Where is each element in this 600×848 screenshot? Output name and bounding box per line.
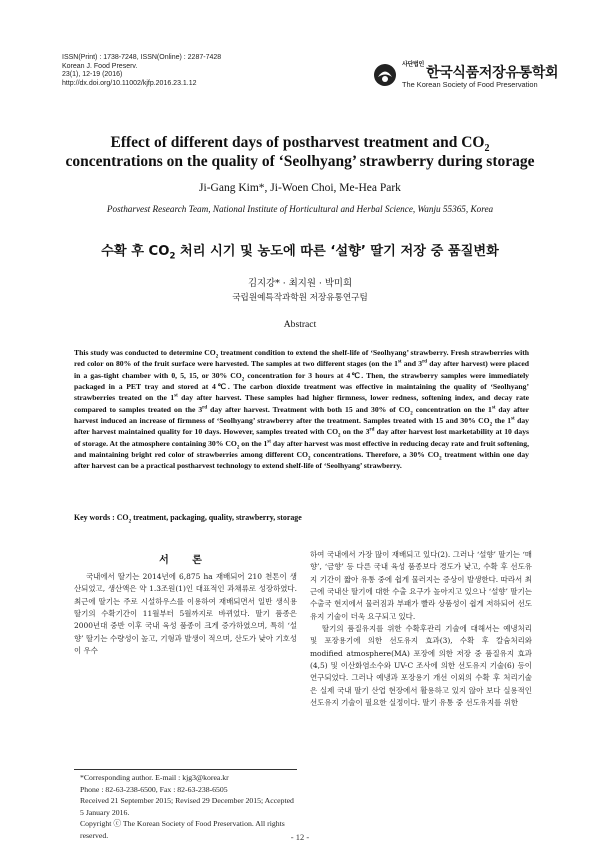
society-name-en: The Korean Society of Food Preservation — [402, 80, 538, 89]
affiliation-kr: 국립원예특작과학원 저장유통연구팀 — [232, 293, 368, 303]
society-logo — [372, 58, 559, 98]
body-column-right — [310, 549, 532, 709]
keywords — [74, 513, 534, 525]
paper-title-kr — [40, 240, 560, 262]
doi-link[interactable]: http://dx.doi.org/10.11002/kjfp.2016.23.1.12 — [62, 79, 197, 87]
title-line-2: concentrations on the quality of ‘Seolhyang’ strawberry during storage — [65, 153, 535, 170]
intro-paragraph-1: 국내에서 딸기는 2014년에 6,875 ha 재배되어 210 천톤이 생산되었고, 생산액은 약 1.3조원(1)인 대표적인 과채류로 성장하였다. 최근에 딸기는 주로 시설하우스를 이용하여 재배되면서 일반 생식용 딸기의 수확기간이 11월부터 5월까지로 바뀌었다. 딸기 품종은 2000년대 중반 이후 국내 육성 품종이 크게 증가하였으며, 특히 ‘설향’ 딸기는 수량성이 높고, 기형과 발생이 적으며, 산도가 낮아 기호성이 우수 — [74, 572, 297, 656]
section-heading-introduction: 서 론 — [159, 555, 212, 566]
journal-name: Korean J. Food Preserv. — [62, 62, 138, 70]
corresponding-author: *Corresponding author. E-mail : kjg3@korea.kr — [80, 773, 229, 782]
abstract-heading: Abstract — [283, 319, 317, 330]
authors-en: Ji-Gang Kim*, Ji-Woen Choi, Me-Hea Park — [199, 182, 401, 194]
footnote-divider — [74, 769, 297, 770]
body-column-left — [74, 571, 297, 657]
title-kr-subscript: 2 — [169, 251, 176, 262]
society-name-kr-text: 한국식품저장유통학회 — [425, 65, 559, 81]
society-emblem-icon — [372, 62, 398, 88]
copyright-notice: Copyright ⓒ The Korean Society of Food Preservation. All rights reserved. — [80, 819, 285, 840]
title-line-1-text: Effect of different days of postharvest treatment and CO — [110, 134, 485, 151]
paper-title-en — [40, 133, 560, 171]
abstract-body — [74, 347, 529, 472]
affiliation-en: Postharvest Research Team, National Institute of Horticultural and Herbal Science, Wanju 55365, Korea — [106, 204, 494, 214]
title-co2-subscript: 2 — [484, 143, 490, 155]
keywords-label: Key words : CO — [74, 513, 129, 522]
intro-paragraph-2: 딸기의 품질유지를 위한 수확후관리 기술에 대해서는 예냉처리 및 포장용기에 의한 선도유지 효과(3), 수확 후 칼슘처리와 modified atmosphere(MA) 포장에 의한 저장 중 품질유지 효과(4,5) 및 이산화염소수와 UV-C 조사에 의한 선도유지 기술(6) 등이 연구되었다. 그러나 예냉과 포장용기 개선 이외의 수확 후 처리기술은 실제 국내 딸기 산업 현장에서 활용하고 있지 않아 보다 실용적인 선도유지 기술이 필요한 실정이다. 딸기 유통 중 선도유지를 위한 — [310, 624, 532, 708]
volume-line: 23(1), 12-19 (2016) — [62, 71, 123, 79]
contact-phone-fax: Phone : 82-63-238-6500, Fax : 82-63-238-6505 — [80, 784, 228, 794]
issn-line: ISSN(Print) : 1738-7248, ISSN(Online) : 2287-7428 — [62, 54, 222, 61]
journal-meta — [62, 54, 221, 88]
keywords-list: treatment, packaging, quality, strawberry, storage — [131, 513, 302, 522]
title-kr-part-b: 처리 시기 및 농도에 따른 ‘설향’ 딸기 저장 중 품질변화 — [175, 244, 499, 259]
page-number: - 12 - — [290, 832, 310, 842]
society-name-kr — [402, 62, 558, 82]
keywords-subscript: 2 — [128, 518, 132, 525]
authors-kr: 김지강* · 최지원 · 박미희 — [247, 278, 353, 289]
intro-paragraph-continued: 하여 국내에서 가장 많이 재배되고 있다(2). 그러나 ‘설향’ 딸기는 ‘매향’, ‘금향’ 등 다른 국내 육성 품종보다 경도가 낮고, 수확 후 선도유지 기간이 짧아 유통 중에 쉽게 물러지는 증상이 발생한다. 따라서 최근에 국내산 딸기에 대한 수출 요구가 높아지고 있으나 ‘설향’ 딸기는 수출국 현지에서 물러짐과 부패가 빨라 상품성이 쉽게 저하되어 선도유지 기술이 더욱 요구되고 있다. — [310, 550, 532, 621]
title-line-1 — [40, 133, 560, 155]
society-prefix: 사단법인 — [402, 61, 424, 68]
received-dates: Received 21 September 2015; Revised 29 December 2015; Accepted 5 January 2016. — [80, 796, 294, 817]
title-kr-part-a: 수확 후 CO — [101, 244, 170, 259]
abstract-paragraph: This study was conducted to determine $CO_2$ treatment condition to extend the shelf-life of ‘Seolhyang’ strawberry. Fresh strawberries with red color on 80% of the fruit surface were harvested. The samples at two different stages (on the 1st and 3rd day after harvest) were placed in a gas-tight chamber with 0, 5, 15, or 30% $CO_2$ concentration for 3 hours at 4℃. Then, the strawberry samples were immediately packaged in a PET tray and stored at 4℃. The carbon dioxide treatment was effective in maintaining the quality of ‘Seolhyang’ strawberries treated on the 1st day after harvest. These samples had higher firmness, lower redness, softening index, and decay rate compared to samples treated on the 3rd day after harvest. Treatment with both 15 and 30% of $CO_2$ concentration on the 1st day after harvest induced an increase of firmness of ‘Seolhyang’ strawberry after the treatment. Samples treated with 15 and 30% $CO_2$ the 1st day after harvest maintained quality for 10 days. However, samples treated with $CO_2$ on the 3rd day after harvest lost marketability at 10 days of storage. At the atmosphere containing 30% $CO_2$ on the 1st day after harvest was most effective in reducing decay rate and fruit softening, and maintaining bright red color of strawberries among different $CO_2$ concentrations. Therefore, a 30% $CO_2$ treatment within one day after harvest can be a practical postharvest technology to extend shelf-life of ‘Seolhyang’ strawberry. — [74, 348, 530, 471]
